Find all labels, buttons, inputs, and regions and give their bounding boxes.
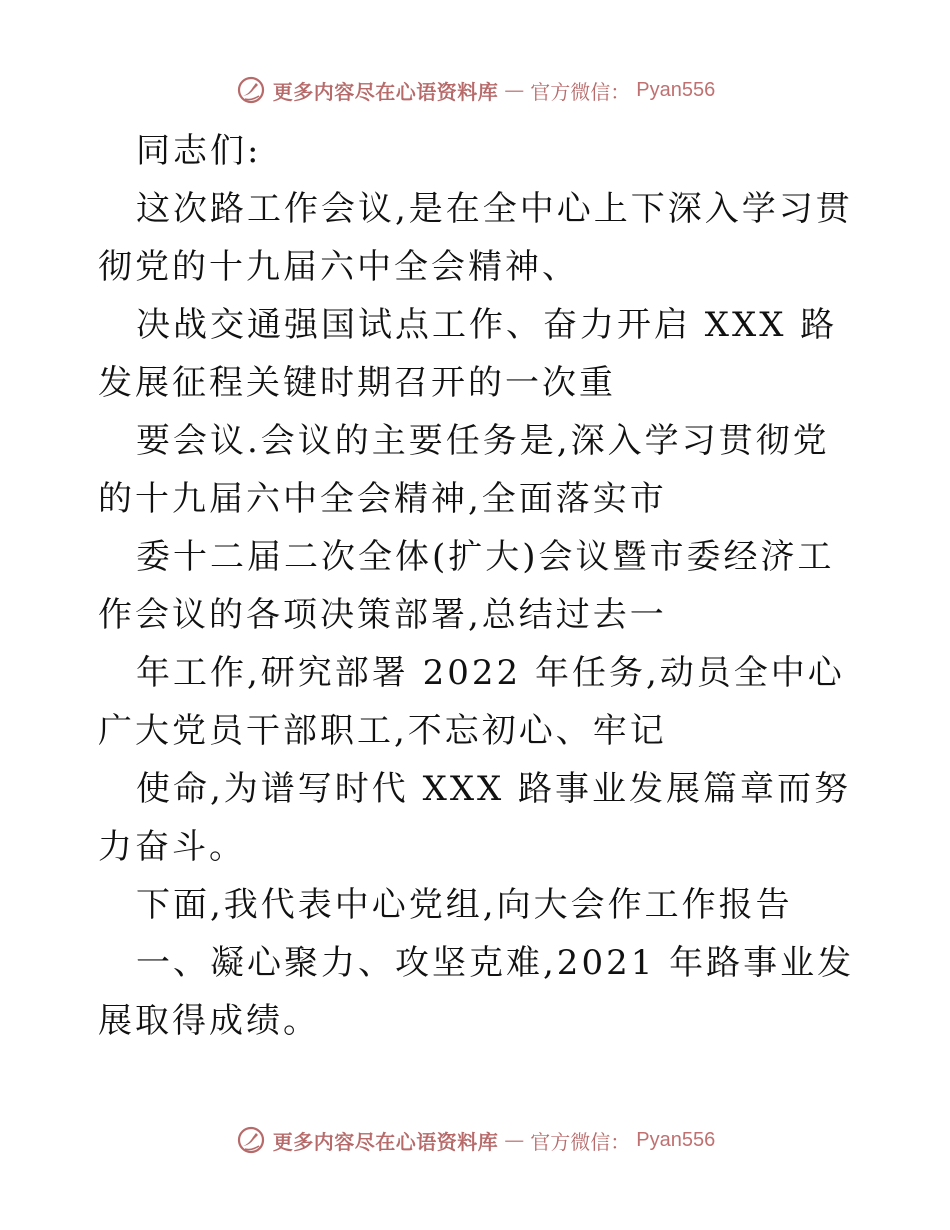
document-body: [98, 122, 858, 1050]
pen-logo-icon: [235, 1124, 267, 1156]
watermark-wechat-label: 官方微信：: [530, 1129, 631, 1154]
watermark-separator: —: [504, 78, 525, 102]
paragraph: 委十二届二次全体(扩大)会议暨市委经济工作会议的各项决策部署,总结过去一: [98, 537, 835, 635]
watermark-wechat-label: 官方微信：: [530, 79, 631, 104]
watermark-text: 更多内容尽在心语资料库: [272, 79, 499, 104]
footer-watermark: [0, 1120, 950, 1160]
paragraph: 使命,为谱写时代 XXX 路事业发展篇章而努力奋斗。: [98, 769, 852, 867]
paragraph: 下面,我代表中心党组,向大会作工作报告: [136, 885, 793, 925]
paragraph: 这次路工作会议,是在全中心上下深入学习贯彻党的十九届六中全会精神、: [98, 189, 853, 287]
paragraph: 决战交通强国试点工作、奋力开启 XXX 路发展征程关键时期召开的一次重: [98, 305, 838, 403]
watermark-wechat-id: Pyan556: [636, 78, 716, 101]
watermark-text: 更多内容尽在心语资料库: [272, 1129, 499, 1154]
paragraph: 要会议.会议的主要任务是,深入学习贯彻党的十九届六中全会精神,全面落实市: [98, 421, 830, 519]
watermark-wechat-id: Pyan556: [636, 1128, 716, 1151]
salutation: 同志们:: [136, 131, 262, 171]
watermark-separator: —: [504, 1128, 525, 1152]
pen-logo-icon: [235, 74, 267, 106]
header-watermark: [0, 70, 950, 110]
section-heading: 一、凝心聚力、攻坚克难,2021 年路事业发展取得成绩。: [98, 943, 855, 1041]
paragraph: 年工作,研究部署 2022 年任务,动员全中心广大党员干部职工,不忘初心、牢记: [98, 653, 845, 751]
